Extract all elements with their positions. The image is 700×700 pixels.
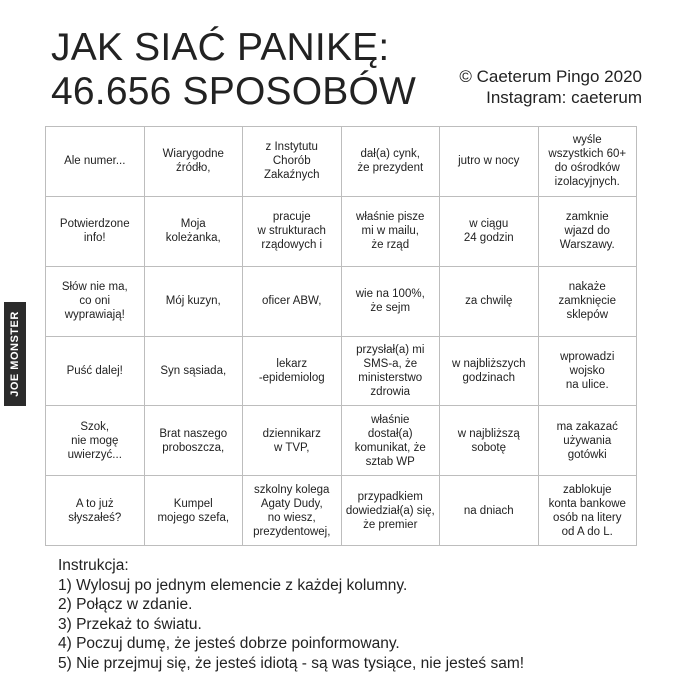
instruction-step-3: 3) Przekaż to światu. xyxy=(58,615,202,633)
credit-copyright: © Caeterum Pingo 2020 xyxy=(459,67,642,86)
grid-cell-r1-c6: wyśle wszystkich 60+ do ośrodków izolacyjnych. xyxy=(539,127,638,197)
grid-cell-r2-c5: w ciągu 24 godzin xyxy=(440,197,539,267)
grid-cell-r4-c5: w najbliższych godzinach xyxy=(440,337,539,407)
page-title xyxy=(51,26,416,114)
grid-cell-r3-c2: Mój kuzyn, xyxy=(145,267,244,337)
instructions-block xyxy=(58,556,524,673)
phrase-grid xyxy=(45,126,637,546)
grid-cell-r5-c6: ma zakazać używania gotówki xyxy=(539,406,638,476)
grid-cell-r1-c2: Wiarygodne źródło, xyxy=(145,127,244,197)
grid-cell-r2-c4: właśnie pisze mi w mailu, że rząd xyxy=(342,197,441,267)
grid-cell-r5-c1: Szok, nie mogę uwierzyć... xyxy=(46,406,145,476)
grid-cell-r4-c4: przysłał(a) mi SMS-a, że ministerstwo zdrowia xyxy=(342,337,441,407)
grid-cell-r3-c4: wie na 100%, że sejm xyxy=(342,267,441,337)
instructions-heading: Instrukcja: xyxy=(58,557,129,574)
grid-cell-r1-c1: Ale numer... xyxy=(46,127,145,197)
grid-cell-r3-c1: Słów nie ma, co oni wyprawiają! xyxy=(46,267,145,337)
grid-cell-r5-c3: dziennikarz w TVP, xyxy=(243,406,342,476)
grid-cell-r1-c4: dał(a) cynk, że prezydent xyxy=(342,127,441,197)
grid-cell-r3-c3: oficer ABW, xyxy=(243,267,342,337)
instruction-step-1: 1) Wylosuj po jednym elemencie z każdej kolumny. xyxy=(58,576,408,594)
grid-cell-r1-c3: z Instytutu Chorób Zakaźnych xyxy=(243,127,342,197)
grid-cell-r6-c4: przypadkiem dowiedział(a) się, że premier xyxy=(342,476,441,546)
grid-cell-r5-c2: Brat naszego proboszcza, xyxy=(145,406,244,476)
grid-cell-r6-c5: na dniach xyxy=(440,476,539,546)
grid-cell-r6-c2: Kumpel mojego szefa, xyxy=(145,476,244,546)
instruction-step-2: 2) Połącz w zdanie. xyxy=(58,596,193,613)
watermark-logo xyxy=(4,302,26,406)
grid-cell-r5-c4: właśnie dostał(a) komunikat, że sztab WP xyxy=(342,406,441,476)
grid-cell-r4-c2: Syn sąsiada, xyxy=(145,337,244,407)
grid-cell-r3-c6: nakaże zamknięcie sklepów xyxy=(539,267,638,337)
grid-cell-r6-c3: szkolny kolega Agaty Dudy, no wiesz, prezydentowej, xyxy=(243,476,342,546)
grid-cell-r2-c6: zamknie wjazd do Warszawy. xyxy=(539,197,638,267)
grid-cell-r2-c1: Potwierdzone info! xyxy=(46,197,145,267)
watermark-text: JOE MONSTER xyxy=(9,311,22,397)
title-line-2: 46.656 SPOSOBÓW xyxy=(51,70,416,113)
credit-block xyxy=(459,66,642,108)
instruction-step-4: 4) Poczuj dumę, że jesteś dobrze poinformowany. xyxy=(58,635,400,652)
credit-instagram: Instagram: caeterum xyxy=(486,88,642,107)
grid-cell-r4-c3: lekarz -epidemiolog xyxy=(243,337,342,407)
grid-cell-r2-c2: Moja koleżanka, xyxy=(145,197,244,267)
grid-cell-r6-c1: A to już słyszałeś? xyxy=(46,476,145,546)
grid-cell-r6-c6: zablokuje konta bankowe osób na litery od A do L. xyxy=(539,476,638,546)
title-line-1: JAK SIAĆ PANIKĘ: xyxy=(51,26,390,69)
grid-cell-r1-c5: jutro w nocy xyxy=(440,127,539,197)
grid-cell-r4-c1: Puść dalej! xyxy=(46,337,145,407)
grid-cell-r3-c5: za chwilę xyxy=(440,267,539,337)
grid-cell-r5-c5: w najbliższą sobotę xyxy=(440,406,539,476)
grid-cell-r2-c3: pracuje w strukturach rządowych i xyxy=(243,197,342,267)
instruction-step-5: 5) Nie przejmuj się, że jesteś idiotą - są was tysiące, nie jesteś sam! xyxy=(58,654,525,672)
grid-cell-r4-c6: wprowadzi wojsko na ulice. xyxy=(539,337,638,407)
